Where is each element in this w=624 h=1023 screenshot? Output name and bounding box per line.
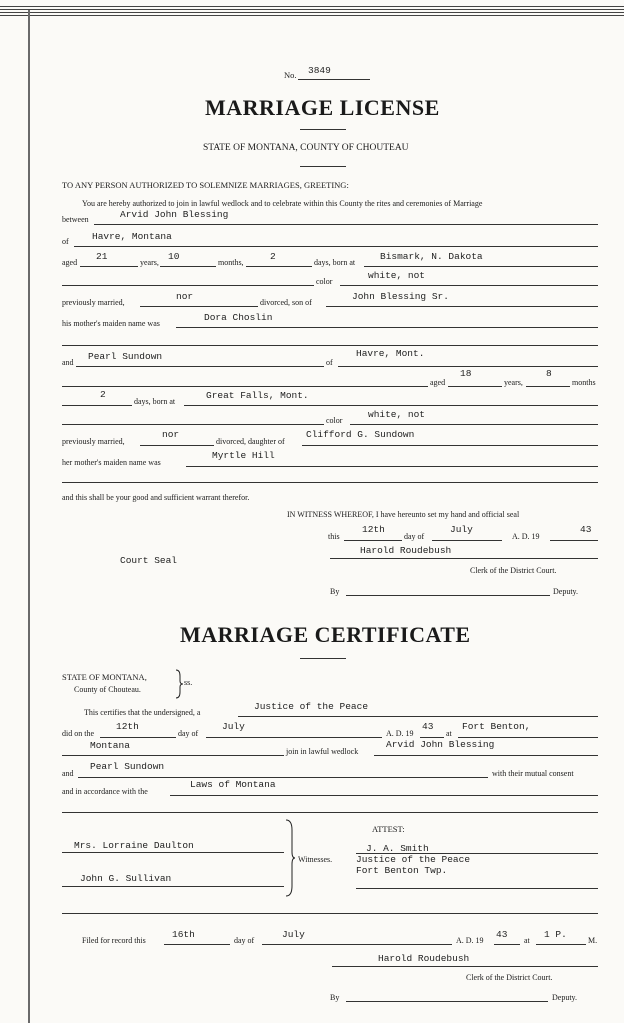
cert-lbl-ad: A. D. 19 xyxy=(386,729,414,738)
cert-witness2: John G. Sullivan xyxy=(80,873,172,884)
license-title: MARRIAGE LICENSE xyxy=(205,95,440,120)
lbl-her-mothers-maiden: her mother's maiden name was xyxy=(62,458,161,467)
court-seal: Court Seal xyxy=(120,555,178,566)
bride-mother-maiden: Myrtle Hill xyxy=(212,450,275,461)
lbl-by: By xyxy=(330,587,340,596)
groom-age-years: 21 xyxy=(96,251,108,262)
groom-residence: Havre, Montana xyxy=(92,231,172,242)
bride-father: Clifford G. Sundown xyxy=(306,429,415,440)
license-issued-day: 12th xyxy=(362,524,385,535)
groom-father: John Blessing Sr. xyxy=(352,291,449,302)
license-number: 3849 xyxy=(308,65,331,76)
groom-prev-married: nor xyxy=(176,291,194,302)
cert-year: 43 xyxy=(422,721,434,732)
bride-residence: Havre, Mont. xyxy=(356,348,425,359)
groom-birthplace: Bismark, N. Dakota xyxy=(380,251,483,262)
lbl-days-born2: days, born at xyxy=(134,397,176,406)
license-issued-month: July xyxy=(450,524,473,535)
certificate-title: MARRIAGE CERTIFICATE xyxy=(180,622,471,647)
lbl-months2: months xyxy=(572,378,596,387)
cert-officiant-line3: Fort Benton Twp. xyxy=(356,865,448,876)
cert-state: STATE OF MONTANA, xyxy=(62,672,147,682)
cert-officiant-line2: Justice of the Peace xyxy=(356,854,471,865)
groom-color: white, not xyxy=(368,270,426,281)
lbl-between: between xyxy=(62,215,89,224)
filing-lbl-deputy: Deputy. xyxy=(552,993,578,1002)
greeting: TO ANY PERSON AUTHORIZED TO SOLEMNIZE MARRIAGES, GREETING: xyxy=(62,180,349,190)
cert-officiant-title: Justice of the Peace xyxy=(254,701,369,712)
lbl-ad: A. D. 19 xyxy=(512,532,540,541)
lbl-aged: aged xyxy=(62,258,78,267)
groom-age-months: 10 xyxy=(168,251,180,262)
cert-lbl-day-of: day of xyxy=(178,729,199,738)
lbl-of: of xyxy=(62,237,69,246)
warrant-text: and this shall be your good and sufficient warrant therefor. xyxy=(62,493,250,502)
cert-lbl-join: join in lawful wedlock xyxy=(286,747,359,756)
lbl-this: this xyxy=(328,532,340,541)
groom-mother-maiden: Dora Choslin xyxy=(204,312,273,323)
lbl-divorced-daughter: divorced, daughter of xyxy=(216,437,285,446)
page-binding-line xyxy=(28,10,30,1023)
cert-bride: Pearl Sundown xyxy=(90,761,165,772)
lbl-and: and xyxy=(62,358,74,367)
cert-lbl-accordance: and in accordance with the xyxy=(62,787,148,796)
lbl-color2: color xyxy=(326,416,343,425)
cert-groom: Arvid John Blessing xyxy=(386,739,495,750)
bride-age-months: 8 xyxy=(546,368,552,379)
lbl-mothers-maiden: his mother's maiden name was xyxy=(62,319,160,328)
cert-laws: Laws of Montana xyxy=(190,779,276,790)
witness-whereof: IN WITNESS WHEREOF, I have hereunto set my hand and official seal xyxy=(287,510,520,519)
filing-lbl-ad: A. D. 19 xyxy=(456,936,484,945)
filing-lbl-m: M. xyxy=(588,936,598,945)
filing-year: 43 xyxy=(496,929,508,940)
cert-lbl-consent: with their mutual consent xyxy=(492,769,574,778)
lbl-divorced-son: divorced, son of xyxy=(260,298,312,307)
cert-witness1: Mrs. Lorraine Daulton xyxy=(74,840,194,851)
cert-day: 12th xyxy=(116,721,139,732)
cert-witnesses-label: Witnesses. xyxy=(298,855,333,864)
filing-lbl-at: at xyxy=(524,936,530,945)
groom-age-days: 2 xyxy=(270,251,276,262)
witness-brace xyxy=(284,818,296,898)
filing-lbl-day-of: day of xyxy=(234,936,255,945)
cert-lbl-at: at xyxy=(446,729,452,738)
lbl-color: color xyxy=(316,277,333,286)
license-number-label: No. xyxy=(284,70,297,80)
bride-color: white, not xyxy=(368,409,426,420)
cert-attest: ATTEST: xyxy=(372,824,405,834)
cert-lbl-did-on: did on the xyxy=(62,729,94,738)
filing-clerk-title: Clerk of the District Court. xyxy=(466,973,553,982)
groom-name: Arvid John Blessing xyxy=(120,209,229,220)
bride-age-years: 18 xyxy=(460,368,472,379)
cert-lbl-and: and xyxy=(62,769,74,778)
bride-name: Pearl Sundown xyxy=(88,351,163,362)
cert-county: County of Chouteau. xyxy=(74,685,141,694)
cert-place-state: Montana xyxy=(90,740,130,751)
lbl-aged2: aged xyxy=(430,378,446,387)
filing-hour: 1 P. xyxy=(544,929,567,940)
lbl-of2: of xyxy=(326,358,333,367)
bride-birthplace: Great Falls, Mont. xyxy=(206,390,309,401)
filing-lbl-by: By xyxy=(330,993,340,1002)
lbl-years2: years, xyxy=(504,378,523,387)
license-clerk-name: Harold Roudebush xyxy=(360,545,452,556)
filing-day: 16th xyxy=(172,929,195,940)
license-state-county: STATE OF MONTANA, COUNTY OF CHOUTEAU xyxy=(203,143,409,153)
cert-place: Fort Benton, xyxy=(462,721,531,732)
filing-lbl-filed: Filed for record this xyxy=(82,936,146,945)
cert-officiant-name: J. A. Smith xyxy=(366,843,429,854)
lbl-days-born: days, born at xyxy=(314,258,356,267)
lbl-deputy: Deputy. xyxy=(553,587,579,596)
lbl-day-of: day of xyxy=(404,532,425,541)
license-clerk-title: Clerk of the District Court. xyxy=(470,566,557,575)
top-border xyxy=(0,6,624,16)
cert-brace xyxy=(174,668,184,700)
authorization-text: You are hereby authorized to join in lawful wedlock and to celebrate within this County the rites and ceremonies of Marriage xyxy=(82,199,483,208)
bride-age-days: 2 xyxy=(100,389,106,400)
cert-month: July xyxy=(222,721,245,732)
filing-clerk-name: Harold Roudebush xyxy=(378,953,470,964)
lbl-months: months, xyxy=(218,258,244,267)
lbl-years: years, xyxy=(140,258,159,267)
license-issued-year: 43 xyxy=(580,524,592,535)
lbl-prev-married2: previously married, xyxy=(62,437,125,446)
filing-month: July xyxy=(282,929,305,940)
lbl-prev-married: previously married, xyxy=(62,298,125,307)
bride-prev-married: nor xyxy=(162,429,180,440)
cert-certifies: This certifies that the undersigned, a xyxy=(84,708,201,717)
cert-ss: ss. xyxy=(184,678,193,687)
